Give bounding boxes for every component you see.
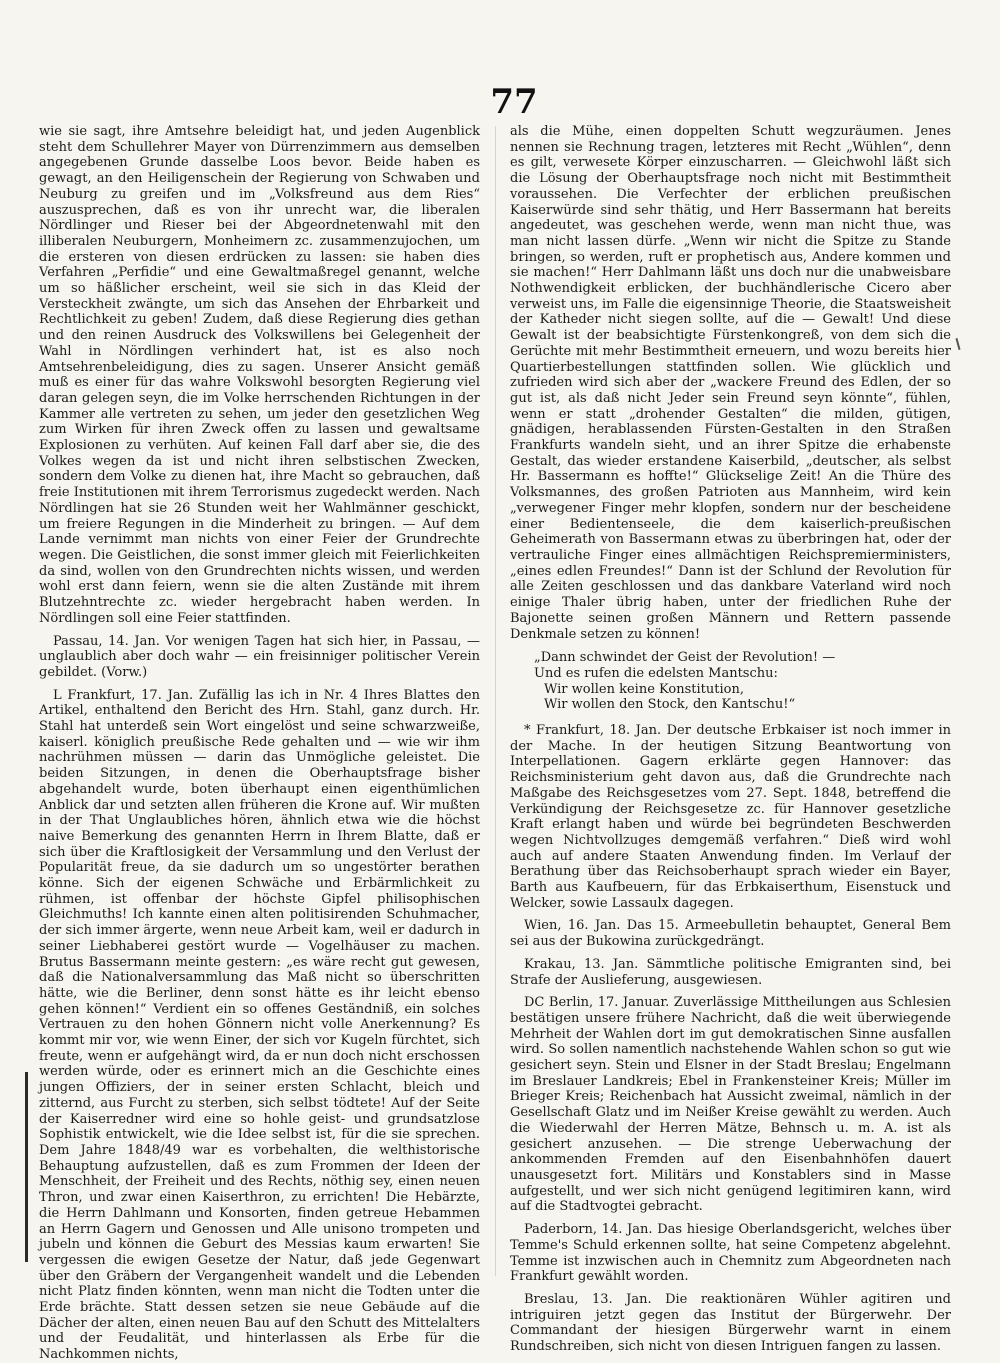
column-divider bbox=[495, 126, 496, 1276]
article-frankfurt-18-jan: * Frankfurt, 18. Jan. Der deutsche Erbkaiser ist noch immer in der Mache. In der heutigen Sitzung Beantwortung von Interpellationen. Gagern erklärte gegen Hannover: das Reichsministerium geht davon aus, daß die Grundrechte nach Maßgabe des Reichsgesetzes vom 27. Sept. 1848, betreffend die Verkündigung der Reichsgesetze zc. für Hannover gesetzliche Kraft erlangt haben und würde bei begründeten Beschwerden wegen Nichtvollzuges demgemäß verfahren.“ Dieß wird wohl auch auf andere Staaten Anwendung finden. Im Verlauf der Berathung über das Reichsoberhaupt sprach wieder ein Bayer, Barth aus Kaufbeuern, für das Erbkaiserthum, Eisenstuck und Welcker, sowie Lassaulx dagegen. bbox=[510, 723, 951, 911]
left-column bbox=[39, 124, 480, 1363]
article-noerdlingen-continuation: wie sie sagt, ihre Amtsehre beleidigt hat, und jeden Augenblick steht dem Schullehrer Mayer von Dürrenzimmern aus demselben angegebenen Grunde dasselbe Loos bevor. Beide haben es gewagt, an den Heiligenschein der Regierung von Schwaben und Neuburg zu greifen und im „Volksfreund aus dem Ries“ auszusprechen, daß es von ihr unrecht war, die liberalen Nördlinger und Rieser bei der Abgeordnetenwahl mit den illiberalen Neuburgern, Monheimern zc. zusammenzujochen, um die ersteren von diesen erdrücken zu lassen: sie haben dies Verfahren „Perfidie“ und eine Gewaltmaßregel genannt, welche um so häßlicher erscheint, weil sie sich in das Kleid der Versteckheit zwängte, um sich das Ansehen der Ehrbarkeit und Rechtlichkeit zu geben! Zudem, daß diese Regierung dies gethan und den reinen Ausdruck des Volkswillens bei Gelegenheit der Wahl in Nördlingen verhindert hat, ist es also noch Amtsehrenbeleidigung, dies zu sagen. Unserer Ansicht gemäß muß es einer für das wahre Volkswohl besorgten Regierung viel daran gelegen seyn, die im Volke herrschenden Richtungen in der Kammer alle vertreten zu sehen, um jeder den gesetzlichen Weg zum Wirken für ihren Zweck offen zu lassen und gewaltsame Explosionen zu verhüten. Auf keinen Fall darf aber sie, die des Volkes wegen da ist und nicht ihren selbstischen Zwecken, sondern dem Volke zu dienen hat, ihre Macht so gebrauchen, daß freie Institutionen mit ihrem Terrorismus zugedeckt werden. Nach Nördlingen hat sie 26 Stunden weit her Wahlmänner geschickt, um freiere Regungen in die Minderheit zu bringen. — Auf dem Lande vernimmt man nichts von einer Feier der Grundrechte wegen. Die Geistlichen, die sonst immer gleich mit Feierlichkeiten da sind, wollen von den Grundrechten nichts wissen, und werden wohl erst dann feiern, wenn sie die alten Zustände mit ihrem Blutzehntrechte zc. wieder hergebracht haben werden. In Nördlingen soll eine Feier stattfinden. bbox=[39, 124, 480, 626]
article-breslau: Breslau, 13. Jan. Die reaktionären Wühler agitiren und intriguiren jetzt gegen das Institut der Bürgerwehr. Der Commandant der hiesigen Bürgerwehr warnt in einem Rundschreiben, sich nicht von diesen Intriguen fangen zu lassen. bbox=[510, 1291, 951, 1355]
article-paderborn: Paderborn, 14. Jan. Das hiesige Oberlandsgericht, welches über Temme's Schuld erkennen sollte, hat seine Competenz abgelehnt. Temme ist inzwischen auch in Chemnitz zum Abgeordneten nach Frankfurt gewählt worden. bbox=[510, 1222, 951, 1285]
verse-line: Wir wollen den Stock, den Kantschu!“ bbox=[544, 697, 796, 713]
verse-line: Wir wollen keine Konstitution, bbox=[544, 681, 744, 697]
verse-quotation bbox=[534, 650, 951, 713]
verse-line: Und es rufen die edelsten Mantschu: bbox=[534, 665, 778, 681]
article-berlin: DC Berlin, 17. Januar. Zuverlässige Mittheilungen aus Schlesien bestätigen unsere frühere Nachricht, daß die weit überwiegende Mehrheit der Wahlen dort im gut demokratischen Sinne ausfallen wird. So sollen namentlich nachstehende Wahlen schon so gut wie gesichert seyn. Stein und Elsner in der Stadt Breslau; Engelmann im Breslauer Landkreis; Ebel in Frankensteiner Kreis; Müller im Brieger Kreis; Reichenbach hat Aussicht zweimal, nämlich in der Gesellschaft Glatz und im Neißer Kreise gewählt zu werden. Auch die Wiederwahl der Herren Mätze, Behnsch u. m. A. ist als gesichert anzusehen. — Die strenge Ueberwachung der ankommenden Fremden auf den Eisenbahnhöfen dauert unausgesetzt fort. Militärs und Konstablers sind in Masse aufgestellt, und wer sich nicht genügend legitimiren kann, wird auf die Stadtvogtei gebracht. bbox=[510, 995, 951, 1215]
article-krakau: Krakau, 13. Jan. Sämmtliche politische Emigranten sind, bei Strafe der Auslieferung, ausgewiesen. bbox=[510, 956, 951, 988]
margin-pencil-mark bbox=[25, 1072, 28, 1262]
verse-line: „Dann schwindet der Geist der Revolution! — bbox=[534, 650, 836, 666]
article-wien: Wien, 16. Jan. Das 15. Armeebulletin behauptet, General Bem sei aus der Bukowina zurückgedrängt. bbox=[510, 918, 951, 950]
article-frankfurt-continuation: als die Mühe, einen doppelten Schutt wegzuräumen. Jenes nennen sie Rechnung tragen, letzteres mit Recht „Wühlen“, denn es gilt, verwesete Körper einzuscharren. — Gleichwohl läßt sich die Lösung der Oberhauptsfrage noch nicht mit Bestimmtheit voraussehen. Die Verfechter der erblichen preußischen Kaiserwürde sind sehr thätig, und Herr Bassermann hat bereits angedeutet, was geschehen werde, wenn man nicht thue, was man nicht lassen dürfe. „Wenn wir nicht die Spitze zu Stande bringen, so werden, ruft er prophetisch aus, Andere kommen und sie machen!“ Herr Dahlmann läßt uns doch nur die unabweisbare Nothwendigkeit erblicken, der buchhändlerische Cicero aber verweist uns, im Falle die eigensinnige Theorie, die Staatsweisheit der Katheder nicht siegen sollte, auf die — Gewalt! Und diese Gewalt ist der beabsichtigte Fürstenkongreß, von dem sich die Gerüchte mit mehr Bestimmtheit erneuern, und wozu bereits hier Quartierbestellungen stattfinden sollen. Wie glücklich und zufrieden wird sich aber der „wackere Freund des Edlen, der so gut ist, als daß nicht Jeder sein Freund seyn könnte“, fühlen, wenn er statt „drohender Gestalten“ die milden, gütigen, gnädigen, herablassenden Fürsten-Gestalten in den Straßen Frankfurts wandeln sieht, und an ihrer Spitze die erhabenste Gestalt, das wieder erstandene Kaiserbild, „deutscher, als selbst Hr. Bassermann es hoffte!“ Glückselige Zeit! An die Thüre des Volksmannes, des großen Patrioten aus Mannheim, wird kein „verwegener Finger mehr klopfen, sondern nur der bescheidene einer Bedientenseele, die dem kaiserlich-preußischen Geheimerath von Bassermann etwas zu überbringen hat, oder der vertrauliche Finger eines allmächtigen Reichspremierministers, „eines edlen Freundes!“ Dann ist der Schlund der Revolution für alle Zeiten geschlossen und das dankbare Vaterland wird noch einige Thaler übrig haben, unter der friedlichen Ruhe der Bajonette seinen großen Männern und Rettern passende Denkmale setzen zu können! bbox=[510, 124, 951, 642]
stray-ink-mark bbox=[955, 338, 960, 350]
article-frankfurt-17-jan: L Frankfurt, 17. Jan. Zufällig las ich in Nr. 4 Ihres Blattes den Artikel, enthaltend den Bericht des Hrn. Stahl, ganz durch. Hr. Stahl hat unterdeß sein Wort eingelöst und seine schwarzweiße, kaiserl. königlich preußische Rede gehalten und — wie wir ihm nachrühmen müssen — darin das Unmögliche geleistet. Die beiden Sitzungen, in denen die Oberhauptsfrage bisher abgehandelt wurde, boten überhaupt einen eigenthümlichen Anblick dar und setzten allen früheren die Krone auf. Wir mußten in der That Unglaubliches hören, ähnlich etwa wie die höchst naive Bemerkung des genannten Herrn in Ihrem Blatte, daß er sich über die Kraftlosigkeit der Versammlung und den Verlust der Popularität freue, da sie dadurch um so ungestörter berathen könne. Sich der eigenen Schwäche und Erbärmlichkeit zu rühmen, ist offenbar der höchste Gipfel philisophischen Gleichmuths! Ich kannte einen alten politisirenden Schuhmacher, der sich immer ärgerte, wenn neue Arbeit kam, weil er dadurch in seiner Liebhaberei gestört wurde — Vogelhäuser zu machen. Brutus Bassermann meinte gestern: „es wäre recht gut gewesen, daß die Nationalversammlung das Maß nicht so überschritten hätte, wie die Berliner, denn sonst hätte es ihr leicht ebenso gehen können!“ Verdient ein so offenes Geständniß, ein solches Vertrauen zu den hohen Gönnern nicht volle Anerkennung? Es kommt mir vor, wie wenn Einer, der sich vor Kugeln fürchtet, sich freute, wenn er aufgehängt wird, da er nun doch nicht erschossen werden würde, oder es erinnert mich an die Geschichte eines jungen Offiziers, der in seiner ersten Schlacht, bleich und zitternd, aus Furcht zu sterben, sich selbst tödtete! Auf der Seite der Kaiserredner wird eine so hohle geist- und grundsatzlose Sophistik entwickelt, wie die Idee selbst ist, für die sie sprechen. Dem Jahre 1848/49 war es vorbehalten, die welthistorische Behauptung aufzustellen, daß es zum Frommen der Ideen der Menschheit, der Freiheit und des Rechts, nöthig sey, einen neuen Thron, und zwar einen Kaiserthron, zu errichten! Die Hebärzte, die Herrn Dahlmann und Konsorten, finden getreue Hebammen an Herrn Gagern und Genossen und Alle unisono trompeten und jubeln und können die Geburt des Messias kaum erwarten! Sie vergessen die ewigen Gesetze der Natur, daß jede Gegenwart über den Gräbern der Vergangenheit wandelt und die Lebenden nicht Platz finden könnten, wenn man nicht die Todten unter die Erde brächte. Statt dessen setzen sie neue Gebäude auf die Dächer der alten, einen neuen Bau auf den Schutt des Mittelalters und der Feudalität, und hinterlassen als Erbe für die Nachkommen nichts, bbox=[39, 687, 480, 1363]
right-column bbox=[510, 124, 951, 1362]
article-passau: Passau, 14. Jan. Vor wenigen Tagen hat sich hier, in Passau, — unglaublich aber doch wahr — ein freisinniger politischer Verein gebildet. (Vorw.) bbox=[39, 633, 480, 680]
page-number: 77 bbox=[490, 82, 538, 122]
